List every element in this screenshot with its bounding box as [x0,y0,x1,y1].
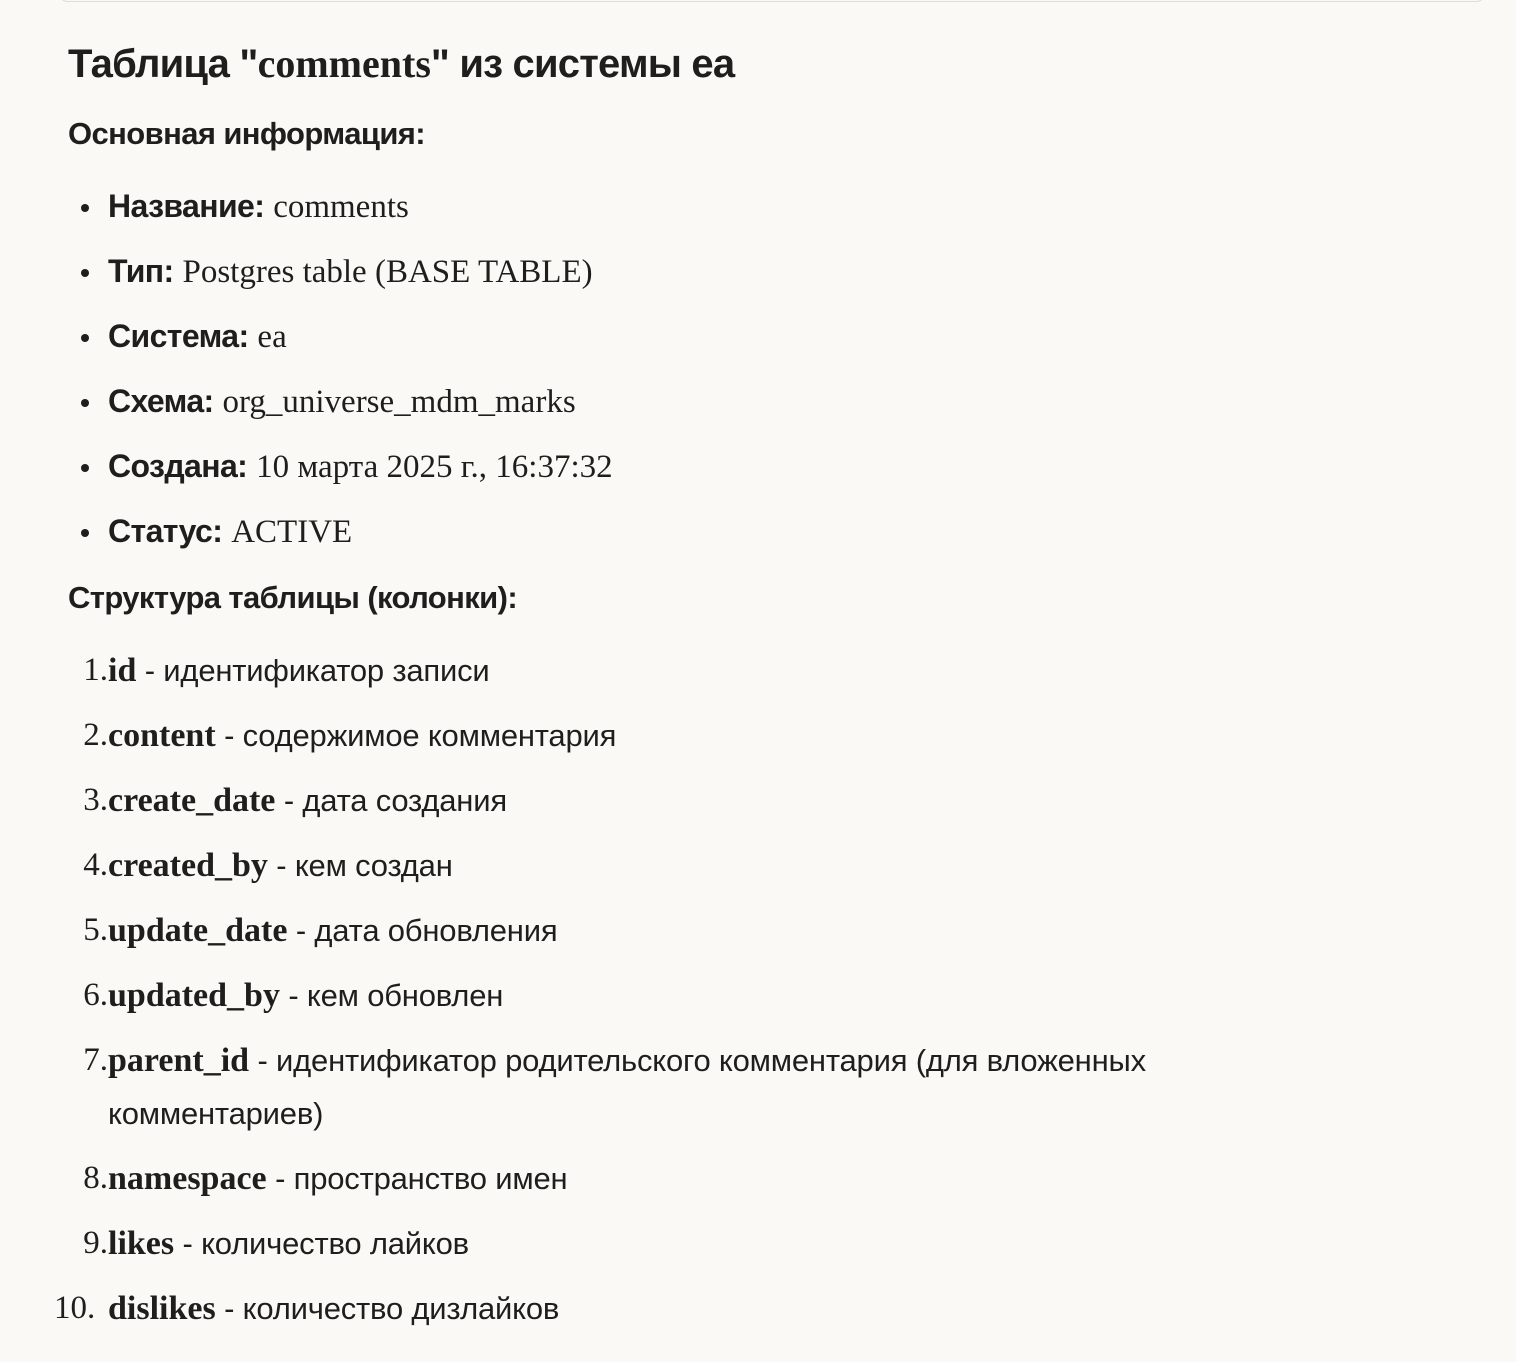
column-number: 4. [83,847,108,883]
column-description: - количество лайков [174,1226,469,1261]
info-key: Статус: [108,513,223,549]
column-name: parent_id [108,1042,250,1079]
column-number: 3. [83,782,108,818]
structure-heading: Структура таблицы (колонки): [68,580,518,615]
column-name: updated_by [108,977,280,1014]
column-description: - пространство имен [266,1161,568,1196]
column-name: update_date [108,912,288,949]
info-key: Название: [108,188,265,224]
basic-info-list [68,168,1448,558]
column-name: id [108,652,137,689]
info-value: 10 марта 2025 г., 16:37:32 [256,449,613,485]
info-value: ACTIVE [231,514,353,550]
column-item [68,957,1448,1022]
column-number: 9. [83,1225,108,1261]
info-item-created [68,428,1448,493]
column-number: 7. [83,1042,108,1078]
column-description: - дата создания [275,783,507,818]
info-value: comments [273,189,409,225]
title-prefix: Таблица " [68,42,258,86]
column-name: created_by [108,847,268,884]
column-item [68,762,1448,827]
basic-info-heading: Основная информация: [68,116,425,151]
column-name: create_date [108,782,276,819]
column-number: 1. [83,652,108,688]
column-item [68,1022,1448,1140]
info-item-schema [68,363,1448,428]
info-item-status [68,493,1448,558]
column-number: 8. [83,1160,108,1196]
column-number: 5. [83,912,108,948]
previous-message-frame [58,0,1486,2]
info-item-name [68,168,1448,233]
column-item [68,697,1448,762]
info-key: Схема: [108,383,214,419]
column-description: - количество дизлайков [215,1291,560,1326]
column-name: namespace [108,1160,267,1197]
column-description: - кем обновлен [279,978,504,1013]
column-number: 6. [83,977,108,1013]
info-value: org_universe_mdm_marks [222,384,576,420]
column-number: 10. [54,1290,96,1326]
column-item [68,632,1448,697]
column-description: - идентификатор родительского комментария (для вложенных комментариев) [108,1043,1146,1131]
column-description: - идентификатор записи [136,653,490,688]
column-description: - кем создан [267,848,453,883]
info-value: Postgres table (BASE TABLE) [182,254,593,290]
page-title [68,30,1448,102]
column-item [68,1140,1448,1205]
title-table-name: comments [257,41,431,86]
column-item [68,827,1448,892]
column-item [68,892,1448,957]
info-key: Тип: [108,253,174,289]
column-name: content [108,717,216,754]
assistant-message [54,30,1448,1335]
info-item-system [68,298,1448,363]
info-key: Система: [108,318,249,354]
info-key: Создана: [108,448,248,484]
column-number: 2. [83,717,108,753]
column-description: - содержимое комментария [215,718,617,753]
info-item-type [68,233,1448,298]
column-name: dislikes [108,1290,216,1327]
title-suffix: " из системы ea [430,42,735,86]
column-description: - дата обновления [287,913,558,948]
column-item [68,1205,1448,1270]
columns-list [54,632,1448,1335]
column-item [54,1270,1448,1335]
info-value: ea [257,319,287,355]
column-name: likes [108,1225,175,1262]
